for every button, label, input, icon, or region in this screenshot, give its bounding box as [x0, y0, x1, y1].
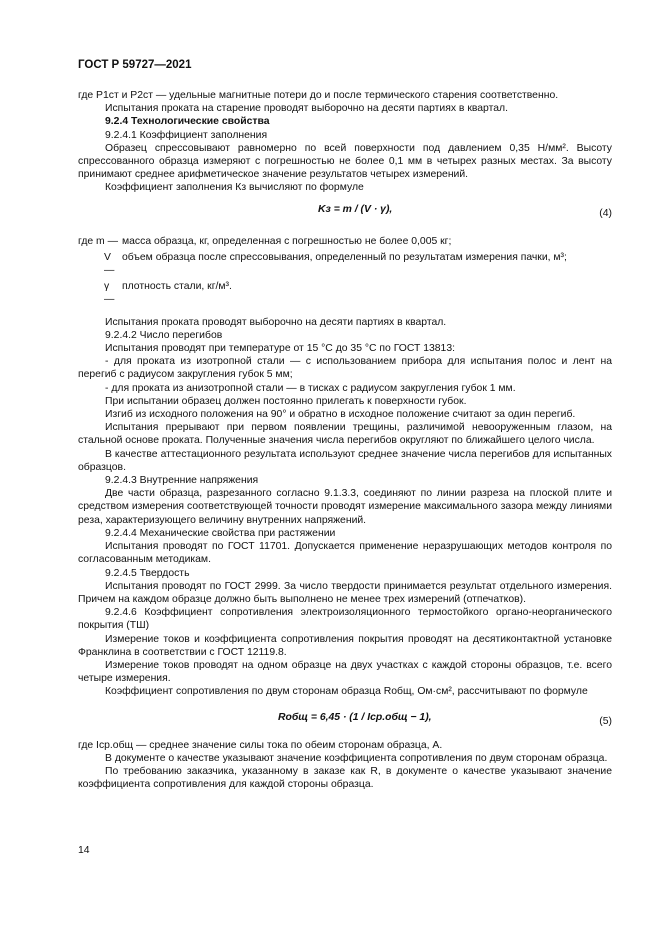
formula-5 [78, 699, 612, 739]
document-header: ГОСТ Р 59727—2021 [78, 59, 192, 71]
formula-number: (5) [599, 715, 612, 727]
paragraph: В качестве аттестационного результата используют среднее значение числа перегибов для испытанных образцов. [78, 448, 612, 473]
formula-number: (4) [599, 207, 612, 219]
formula-text: Rобщ = 6,45 · (1 / Iср.общ − 1), [278, 711, 432, 723]
subsection-heading: 9.2.4.4 Механические свойства при растяжении [105, 527, 336, 539]
subsection-heading: 9.2.4.3 Внутренние напряжения [105, 475, 259, 487]
subsection-heading: 9.2.4.2 Число перегибов [105, 329, 223, 341]
subsection-heading: 9.2.4.5 Твердость [105, 567, 190, 579]
paragraph: Испытания проката проводят выборочно на десяти партиях в квартал. [105, 316, 447, 328]
definition-text: объем образца после спрессовывания, определенный по результатам измерения пачки, м³; [122, 251, 567, 263]
paragraph: Образец спрессовывают равномерно по всей поверхности под давлением 0,35 Н/мм². Высоту спрессованного образца измеряют с погрешностью не более 0,1 мм в четырех разных местах. За высоту принимают среднее арифметическое значение результатов четырех измерений. [78, 142, 612, 181]
definition-symbol: где m — [78, 235, 118, 247]
paragraph: В документе о качестве указывают значение коэффициента сопротивления по двум сторонам образца. [105, 752, 608, 764]
definition-item [78, 251, 612, 277]
document-body [78, 89, 612, 791]
definition-item [78, 235, 612, 248]
formula-text: Kз = m / (V · γ), [318, 203, 393, 215]
subsection-heading: 9.2.4.6 Коэффициент сопротивления электроизоляционного термостойкого органо-неорганического покрытия (ТШ) [78, 607, 612, 632]
page-number: 14 [78, 845, 90, 856]
paragraph: Коэффициент заполнения Кз вычисляют по формуле [105, 182, 364, 194]
definition-symbol: V — [104, 251, 115, 277]
definitions-list [78, 235, 612, 307]
paragraph: Испытания проводят при температуре от 15 °С до 35 °С по ГОСТ 13813: [105, 343, 455, 355]
paragraph: Испытания проводят по ГОСТ 2999. За число твердости принимается результат отдельного измерения. Причем на каждом образце должно быть выполнено не менее трех измерений (отпечатков). [78, 580, 612, 605]
formula-4 [78, 195, 612, 231]
paragraph: При испытании образец должен постоянно прилегать к поверхности губок. [105, 395, 467, 407]
paragraph: Коэффициент сопротивления по двум сторонам образца Rобщ, Ом·см², рассчитывают по формуле [105, 686, 588, 698]
paragraph: Измерение токов и коэффициента сопротивления покрытия проводят на десятиконтактной установке Франклина в соответствии с ГОСТ 12119.8. [78, 633, 612, 658]
list-item: - для проката из изотропной стали — с использованием прибора для испытания полос и лент на перегиб с радиусом закругления губок 5 мм; [78, 356, 612, 381]
definition-text: масса образца, кг, определенная с погрешностью не более 0,005 кг; [122, 235, 452, 247]
subsection-heading: 9.2.4.1 Коэффициент заполнения [105, 129, 268, 141]
list-item: - для проката из анизотропной стали — в тисках с радиусом закругления губок 1 мм. [105, 382, 516, 394]
paragraph: Испытания проката на старение проводят выборочно на десяти партиях в квартал. [105, 103, 508, 115]
definition-item [78, 280, 612, 306]
paragraph: где P1ст и P2ст — удельные магнитные потери до и после термического старения соответственно. [78, 90, 559, 101]
paragraph: Две части образца, разрезанного согласно 9.1.3.3, соединяют по линии разреза на плоской плите и средством измерения соответствующей точности проводят измерение максимального зазора между линиями реза, характеризующего величину внутренних напряжений. [78, 488, 612, 526]
definition-text: плотность стали, кг/м³. [122, 281, 232, 293]
paragraph: По требованию заказчика, указанному в заказе как R, в документе о качестве указывают значение коэффициента сопротивления для каждой стороны образца. [78, 765, 612, 791]
paragraph: Измерение токов проводят на одном образце на двух участках с каждой стороны образцов, т.е. всего четыре измерения. [78, 659, 612, 685]
definition-symbol: γ — [104, 281, 115, 306]
paragraph: Испытания прерывают при первом появлении трещины, различимой невооруженным глазом, на стальной основе проката. Полученные значения числа перегибов округляют по ближайшего целого числа. [78, 422, 612, 447]
paragraph: Изгиб из исходного положения на 90° и обратно в исходное положение считают за один перегиб. [105, 409, 576, 421]
paragraph: Испытания проводят по ГОСТ 11701. Допускается применение неразрушающих методов контроля по согласованным методикам. [78, 541, 612, 566]
section-heading: 9.2.4 Технологические свойства [105, 116, 270, 128]
paragraph: где Iср.общ — среднее значение силы тока по обеим сторонам образца, А. [78, 739, 443, 751]
